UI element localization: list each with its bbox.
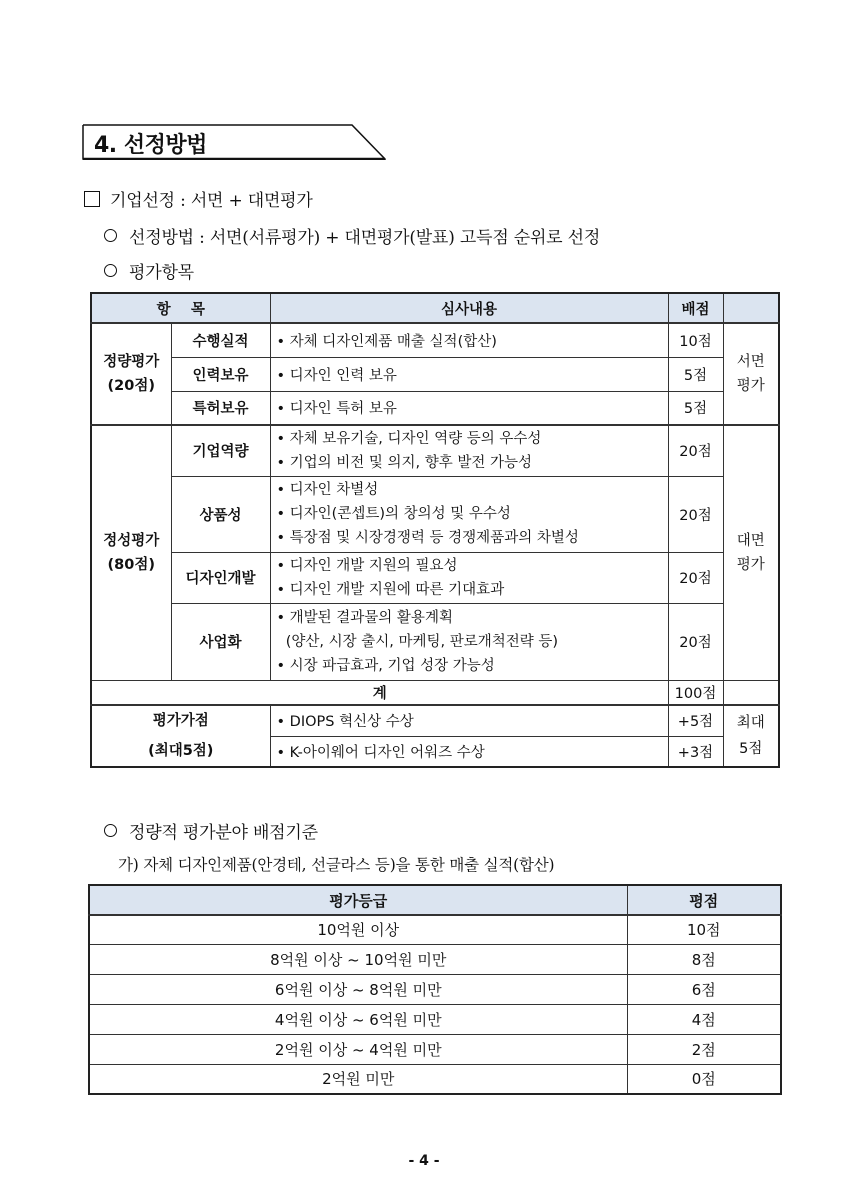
total-row	[91, 680, 779, 705]
quant-item-score: 10점	[668, 323, 723, 357]
heading-box-line	[84, 186, 313, 211]
bonus-score: +5점	[668, 705, 723, 736]
table-row	[91, 603, 779, 680]
header-method	[723, 293, 779, 323]
grade-cell: 8억원 이상 ~ 10억원 미만	[89, 944, 627, 974]
total-label: 계	[91, 680, 668, 705]
quant-item-content: • 자체 디자인제품 매출 실적(합산)	[270, 323, 668, 357]
content-line: (양산, 시장 출시, 마케팅, 판로개척전략 등)	[276, 633, 559, 650]
bonus-method: 최대 5점	[723, 705, 779, 767]
header-score: 배점	[668, 293, 723, 323]
header-item: 항 목	[91, 293, 270, 323]
grade-cell: 6억원 이상 ~ 8억원 미만	[89, 974, 627, 1004]
quant-item-content: • 디자인 특허 보유	[270, 391, 668, 425]
grade-cell: 2억원 미만	[89, 1064, 627, 1094]
eval-header-row	[91, 293, 779, 323]
table-row	[91, 357, 779, 391]
bonus-content: • DIOPS 혁신상 수상	[270, 705, 668, 736]
content-line: • 시장 파급효과, 기업 성장 가능성	[276, 657, 495, 674]
table-row	[89, 1064, 781, 1094]
qual-item-content	[270, 425, 668, 476]
table-row	[89, 944, 781, 974]
grade-score-cell: 6점	[627, 974, 781, 1004]
circle-bullet-icon	[104, 229, 117, 242]
content-line: • 디자인(콘셉트)의 창의성 및 우수성	[276, 506, 511, 522]
table-row	[89, 1034, 781, 1064]
header-content: 심사내용	[270, 293, 668, 323]
qual-item-score: 20점	[668, 425, 723, 476]
circle-bullet-icon	[104, 824, 117, 837]
quant-label: 정량평가	[103, 354, 160, 370]
section-header	[82, 124, 386, 160]
table-row	[91, 476, 779, 552]
header-grade: 평가등급	[89, 885, 627, 915]
table-row	[91, 705, 779, 736]
bonus-points: (최대5점)	[148, 743, 214, 759]
bullet-line-2	[104, 258, 194, 283]
table-row	[91, 425, 779, 476]
table-row	[91, 391, 779, 425]
quant-points: (20점)	[107, 378, 155, 394]
grade-score-cell: 0점	[627, 1064, 781, 1094]
page-number: - 4 -	[408, 1153, 440, 1169]
heading-box-text: 기업선정 : 서면 + 대면평가	[110, 191, 313, 211]
content-line: • 디자인 개발 지원에 따른 기대효과	[276, 581, 505, 598]
grade-cell: 2억원 이상 ~ 4억원 미만	[89, 1034, 627, 1064]
qual-item-name: 상품성	[171, 476, 270, 552]
qual-points: (80점)	[107, 556, 155, 573]
grade-cell: 4억원 이상 ~ 6억원 미만	[89, 1004, 627, 1034]
bullet-2-text: 평가항목	[129, 263, 194, 283]
grade-table	[88, 884, 782, 1095]
table-row	[91, 552, 779, 603]
qual-item-name: 디자인개발	[171, 552, 270, 603]
total-empty	[723, 680, 779, 705]
content-line: • 기업의 비전 및 의지, 향후 발전 가능성	[276, 454, 533, 471]
grade-header-row	[89, 885, 781, 915]
qual-item-score: 20점	[668, 476, 723, 552]
qual-item-content	[270, 603, 668, 680]
bullet-line-1	[104, 223, 600, 248]
header-grade-score: 평점	[627, 885, 781, 915]
grade-score-cell: 4점	[627, 1004, 781, 1034]
bonus-category	[91, 705, 270, 767]
quant-method: 서면 평가	[723, 323, 779, 425]
quant-item-name: 특허보유	[171, 391, 270, 425]
table-row	[91, 323, 779, 357]
circle-bullet-icon	[104, 264, 117, 277]
quant-item-score: 5점	[668, 357, 723, 391]
qual-item-score: 20점	[668, 552, 723, 603]
content-line: • 디자인 차별성	[276, 482, 379, 498]
content-line: • 디자인 개발 지원의 필요성	[276, 557, 458, 574]
quant-category	[91, 323, 171, 425]
content-line: • 개발된 결과물의 활용계획	[276, 609, 453, 626]
sub-heading: 가) 자체 디자인제품(안경테, 선글라스 등)을 통한 매출 실적(합산)	[118, 856, 555, 874]
table-row	[89, 974, 781, 1004]
grade-score-cell: 10점	[627, 915, 781, 944]
content-line: • 특장점 및 시장경쟁력 등 경쟁제품과의 차별성	[276, 530, 579, 546]
table-row	[89, 1004, 781, 1034]
qual-item-content	[270, 476, 668, 552]
qual-item-content	[270, 552, 668, 603]
quant-item-content: • 디자인 인력 보유	[270, 357, 668, 391]
content-line: • 자체 보유기술, 디자인 역량 등의 우수성	[276, 430, 542, 447]
bullet-3-text: 정량적 평가분야 배점기준	[129, 823, 318, 843]
quant-item-score: 5점	[668, 391, 723, 425]
bonus-score: +3점	[668, 736, 723, 767]
evaluation-table	[90, 292, 780, 768]
qual-category	[91, 425, 171, 680]
grade-score-cell: 8점	[627, 944, 781, 974]
bullet-line-3	[104, 818, 318, 843]
grade-score-cell: 2점	[627, 1034, 781, 1064]
qual-item-name: 기업역량	[171, 425, 270, 476]
total-score: 100점	[668, 680, 723, 705]
section-title: 4. 선정방법	[94, 133, 207, 158]
grade-cell: 10억원 이상	[89, 915, 627, 944]
table-row	[89, 915, 781, 944]
quant-item-name: 인력보유	[171, 357, 270, 391]
qual-item-score: 20점	[668, 603, 723, 680]
qual-method: 대면 평가	[723, 425, 779, 680]
qual-label: 정성평가	[103, 532, 160, 549]
qual-item-name: 사업화	[171, 603, 270, 680]
bonus-label: 평가가점	[152, 713, 209, 729]
bullet-1-text: 선정방법 : 서면(서류평가) + 대면평가(발표) 고득점 순위로 선정	[129, 228, 601, 248]
quant-item-name: 수행실적	[171, 323, 270, 357]
bonus-content: • K-아이웨어 디자인 어워즈 수상	[270, 736, 668, 767]
checkbox-square-icon	[84, 191, 100, 207]
